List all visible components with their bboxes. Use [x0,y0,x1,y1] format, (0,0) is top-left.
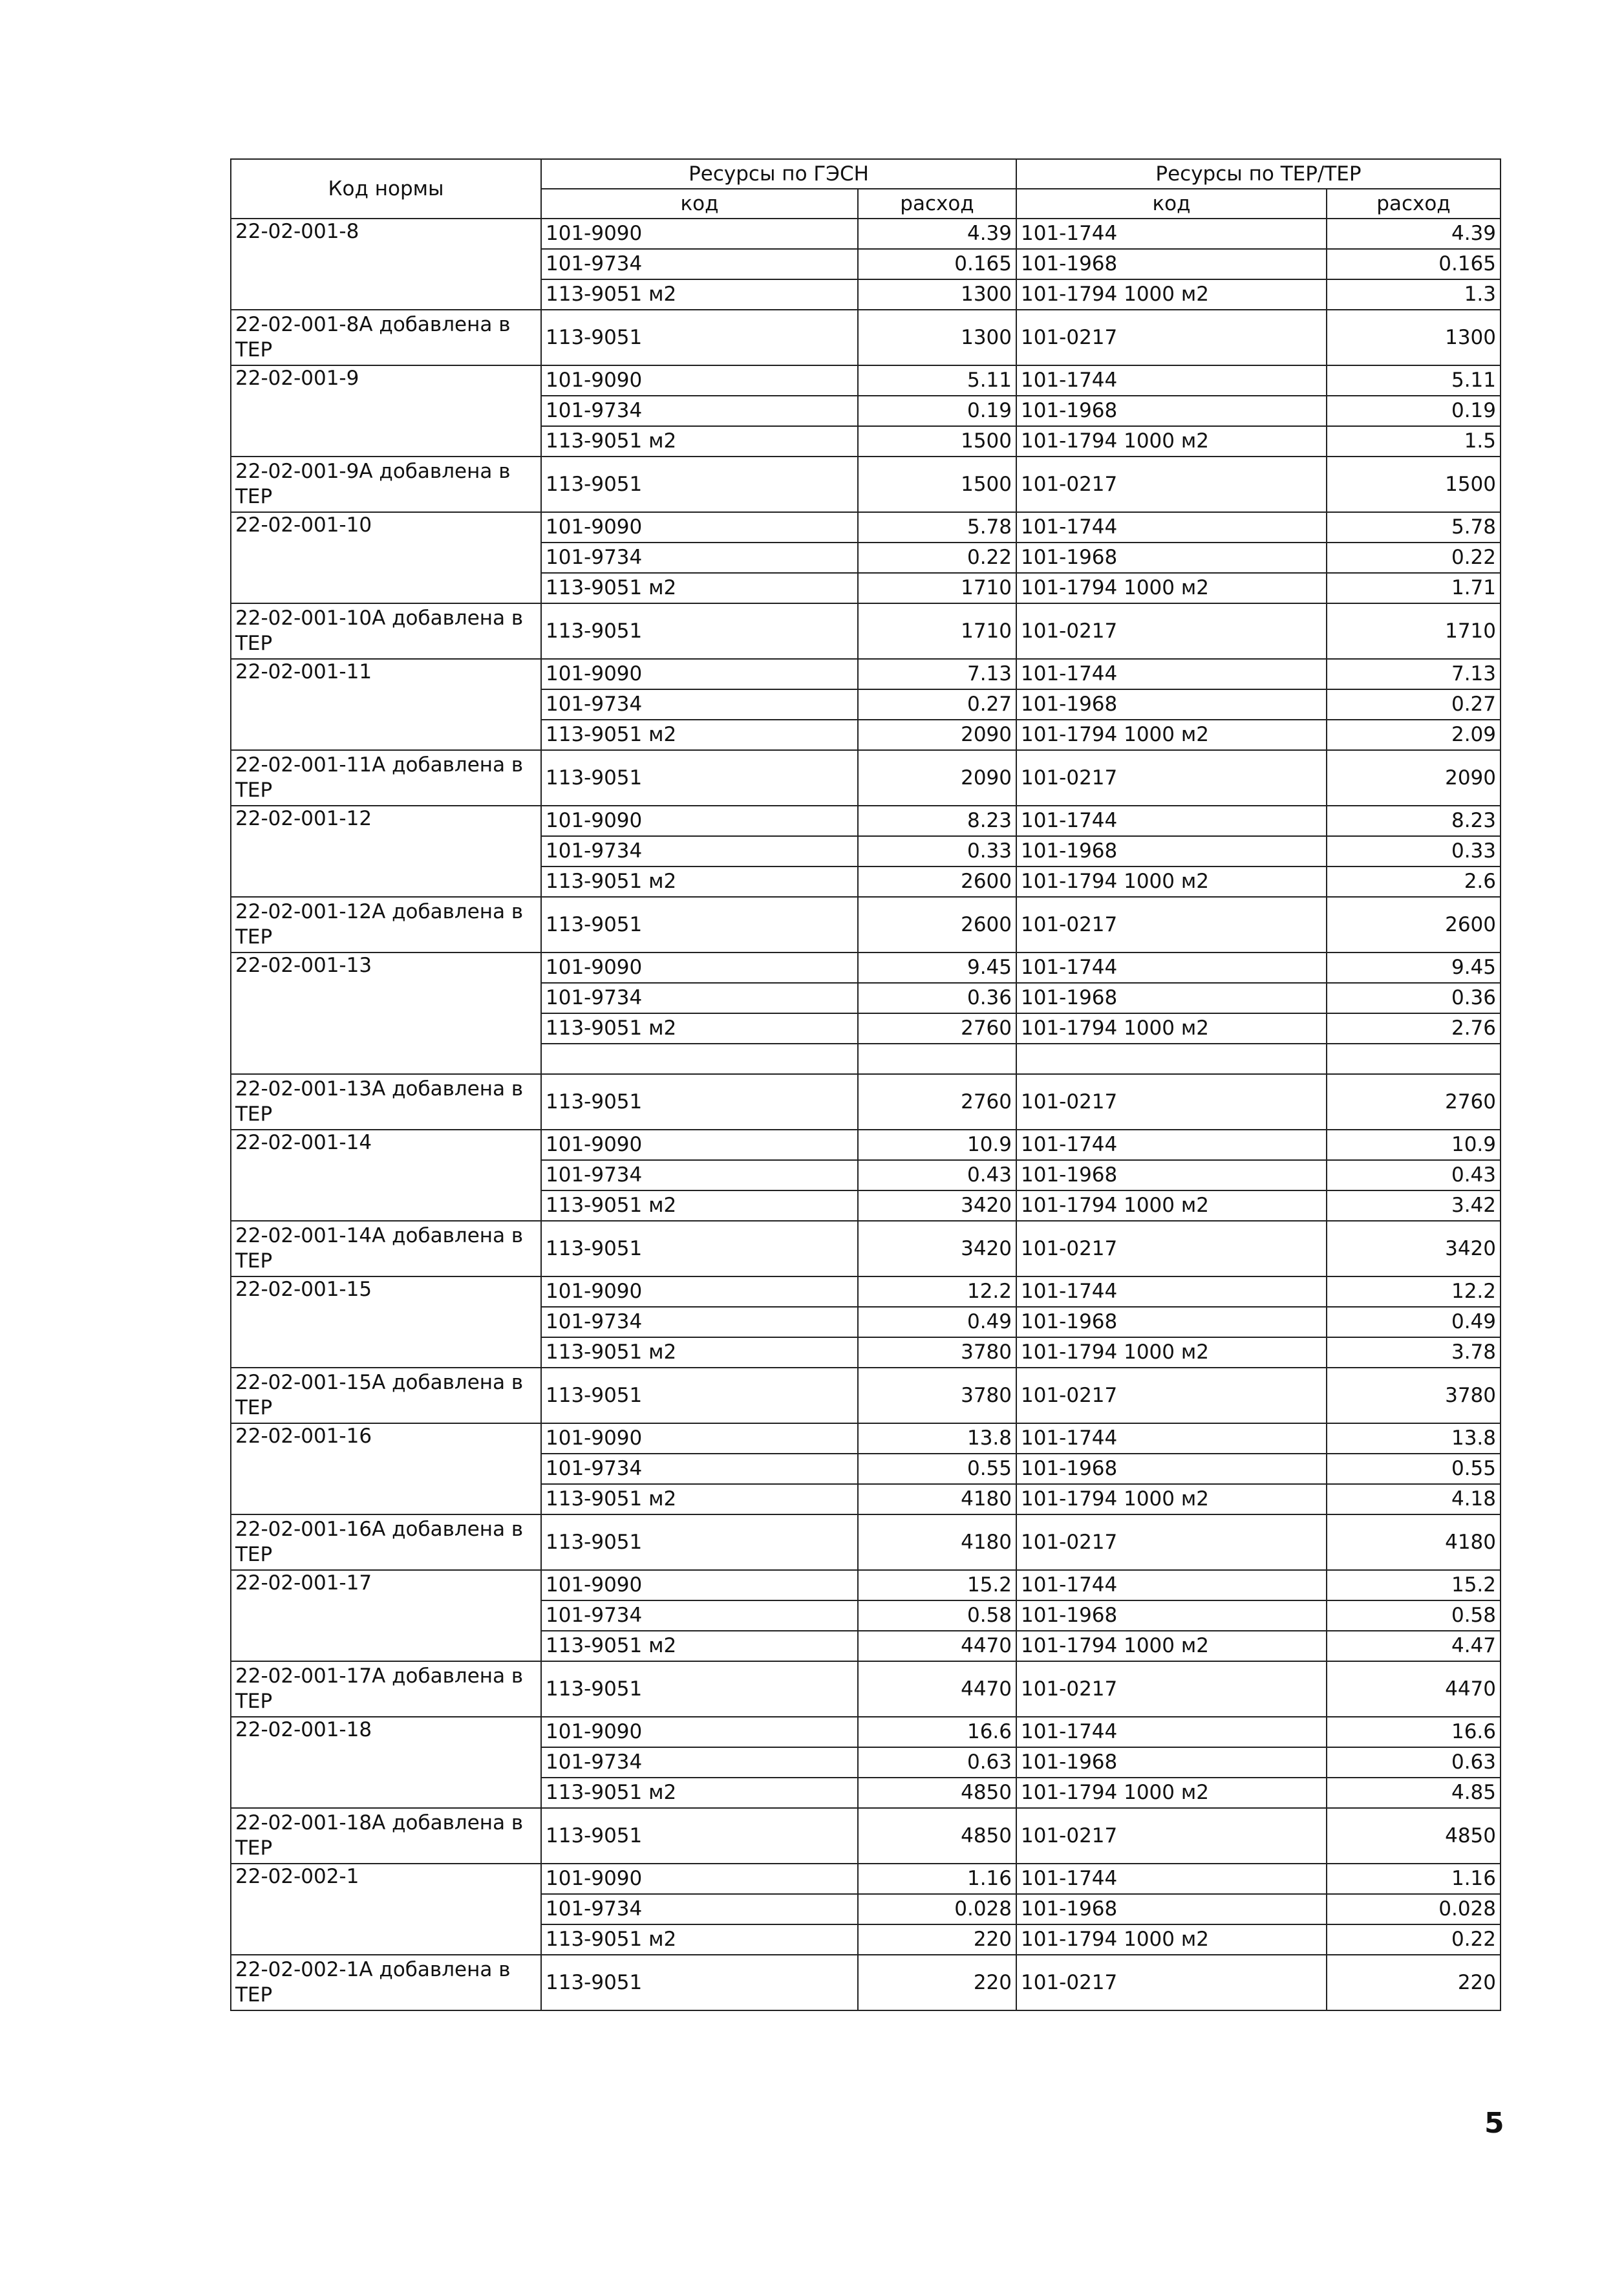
gesn-code-cell: 101-9090 [541,1276,858,1307]
ter-code-cell: 101-1744 [1016,1717,1327,1747]
gesn-consumption-cell: 0.33 [858,836,1016,867]
added-norm-code-cell: 22-02-001-11А добавлена в ТЕР [231,750,541,806]
ter-consumption-cell: 0.19 [1327,396,1501,426]
ter-code-cell: 101-1794 1000 м2 [1016,1924,1327,1955]
table-row-added [231,750,1501,806]
ter-code-cell: 101-0217 [1016,603,1327,659]
gesn-code-cell: 113-9051 [541,310,858,365]
gesn-consumption-cell: 3780 [858,1368,1016,1423]
gesn-consumption-cell: 4850 [858,1808,1016,1864]
ter-code-cell: 101-1794 1000 м2 [1016,1631,1327,1661]
ter-code-cell: 101-1794 1000 м2 [1016,1484,1327,1514]
empty-cell [541,1044,858,1074]
gesn-consumption-cell: 4470 [858,1661,1016,1717]
table-body [231,219,1501,2010]
gesn-consumption-cell: 0.58 [858,1600,1016,1631]
ter-consumption-cell: 0.43 [1327,1160,1501,1190]
table-row-added [231,1074,1501,1130]
table-row-added [231,1661,1501,1717]
gesn-code-cell: 113-9051 м2 [541,867,858,897]
ter-consumption-cell: 0.36 [1327,983,1501,1013]
gesn-consumption-cell: 9.45 [858,953,1016,983]
ter-code-cell: 101-1794 1000 м2 [1016,279,1327,310]
ter-code-cell: 101-1968 [1016,1894,1327,1924]
added-norm-code-cell: 22-02-001-9А добавлена в ТЕР [231,457,541,512]
norm-code-cell: 22-02-001-16 [231,1423,541,1514]
gesn-consumption-cell: 5.78 [858,512,1016,543]
ter-consumption-cell: 5.78 [1327,512,1501,543]
gesn-code-cell: 101-9734 [541,1600,858,1631]
gesn-consumption-cell: 13.8 [858,1423,1016,1454]
gesn-consumption-cell: 0.55 [858,1454,1016,1484]
ter-code-cell: 101-1744 [1016,953,1327,983]
gesn-code-cell: 113-9051 м2 [541,426,858,457]
ter-consumption-cell: 0.55 [1327,1454,1501,1484]
ter-code-cell: 101-1744 [1016,365,1327,396]
norm-code-cell: 22-02-001-14 [231,1130,541,1221]
ter-consumption-cell: 1300 [1327,310,1501,365]
ter-consumption-cell: 0.49 [1327,1307,1501,1337]
ter-consumption-cell: 0.028 [1327,1894,1501,1924]
ter-code-cell: 101-1794 1000 м2 [1016,720,1327,750]
table-row-added [231,1808,1501,1864]
gesn-code-cell: 101-9734 [541,396,858,426]
ter-code-cell: 101-1794 1000 м2 [1016,573,1327,603]
added-norm-code-cell: 22-02-001-13А добавлена в ТЕР [231,1074,541,1130]
gesn-code-cell: 113-9051 [541,1661,858,1717]
ter-consumption-cell: 0.22 [1327,1924,1501,1955]
gesn-consumption-cell: 2760 [858,1074,1016,1130]
table-row-added [231,1514,1501,1570]
empty-cell [858,1044,1016,1074]
ter-consumption-cell: 3.42 [1327,1190,1501,1221]
ter-code-cell: 101-1744 [1016,1276,1327,1307]
ter-code-cell: 101-0217 [1016,1514,1327,1570]
gesn-code-cell: 113-9051 [541,1808,858,1864]
ter-code-cell: 101-0217 [1016,750,1327,806]
gesn-code-cell: 113-9051 [541,897,858,953]
ter-code-cell: 101-1968 [1016,1160,1327,1190]
page-number: 5 [1484,2107,1504,2140]
ter-consumption-cell: 0.63 [1327,1747,1501,1778]
norm-code-cell: 22-02-001-10 [231,512,541,603]
gesn-consumption-cell: 16.6 [858,1717,1016,1747]
ter-code-cell: 101-0217 [1016,1661,1327,1717]
gesn-code-cell: 113-9051 м2 [541,279,858,310]
ter-consumption-cell: 0.27 [1327,689,1501,720]
gesn-consumption-cell: 3420 [858,1190,1016,1221]
gesn-consumption-cell: 1500 [858,457,1016,512]
ter-code-cell: 101-0217 [1016,1368,1327,1423]
gesn-consumption-cell: 1710 [858,573,1016,603]
gesn-code-cell: 113-9051 м2 [541,1013,858,1044]
gesn-code-cell: 101-9090 [541,1864,858,1894]
table-row-added [231,310,1501,365]
ter-consumption-cell: 220 [1327,1955,1501,2010]
ter-consumption-cell: 0.165 [1327,249,1501,279]
ter-code-cell: 101-1794 1000 м2 [1016,1337,1327,1368]
gesn-consumption-cell: 2090 [858,750,1016,806]
gesn-consumption-cell: 220 [858,1924,1016,1955]
ter-consumption-cell: 1.5 [1327,426,1501,457]
gesn-code-cell: 101-9090 [541,659,858,689]
table-row-added [231,897,1501,953]
added-norm-code-cell: 22-02-001-18А добавлена в ТЕР [231,1808,541,1864]
norm-code-header: Код нормы [231,159,541,219]
gesn-consumption-cell: 2090 [858,720,1016,750]
table-row [231,1276,1501,1307]
norm-code-cell: 22-02-001-17 [231,1570,541,1661]
gesn-consumption-cell: 12.2 [858,1276,1016,1307]
ter-code-cell: 101-1744 [1016,806,1327,836]
gesn-resources-header: Ресурсы по ГЭСН [541,159,1016,189]
ter-consumption-cell: 1500 [1327,457,1501,512]
ter-consumption-cell: 8.23 [1327,806,1501,836]
gesn-consumption-cell: 4850 [858,1778,1016,1808]
ter-code-cell: 101-1794 1000 м2 [1016,1190,1327,1221]
gesn-consumption-cell: 15.2 [858,1570,1016,1600]
ter-consumption-cell: 2.09 [1327,720,1501,750]
added-norm-code-cell: 22-02-001-14А добавлена в ТЕР [231,1221,541,1276]
ter-consumption-cell: 1.16 [1327,1864,1501,1894]
ter-consumption-cell: 4.18 [1327,1484,1501,1514]
ter-code-cell: 101-1968 [1016,396,1327,426]
gesn-code-cell: 101-9734 [541,1894,858,1924]
gesn-code-cell: 113-9051 м2 [541,1484,858,1514]
gesn-consumption-cell: 7.13 [858,659,1016,689]
norm-code-cell: 22-02-002-1 [231,1864,541,1955]
table-row [231,1717,1501,1747]
table-row-added [231,1368,1501,1423]
gesn-code-cell: 101-9734 [541,249,858,279]
ter-consumption-cell: 0.22 [1327,543,1501,573]
gesn-code-cell: 113-9051 м2 [541,1337,858,1368]
gesn-consumption-cell: 0.19 [858,396,1016,426]
gesn-code-cell: 101-9734 [541,689,858,720]
ter-consumption-cell: 5.11 [1327,365,1501,396]
added-norm-code-cell: 22-02-001-8А добавлена в ТЕР [231,310,541,365]
ter-code-cell: 101-1968 [1016,1600,1327,1631]
gesn-code-cell: 113-9051 [541,603,858,659]
empty-cell [1327,1044,1501,1074]
ter-code-cell: 101-0217 [1016,457,1327,512]
gesn-code-cell: 113-9051 [541,1955,858,2010]
gesn-code-cell: 101-9090 [541,1130,858,1160]
ter-consumption-cell: 2600 [1327,897,1501,953]
gesn-code-cell: 101-9734 [541,1747,858,1778]
empty-cell [1016,1044,1327,1074]
gesn-code-cell: 113-9051 [541,1368,858,1423]
table-row [231,659,1501,689]
ter-consumption-cell: 4.47 [1327,1631,1501,1661]
gesn-code-cell: 101-9090 [541,512,858,543]
ter-code-cell: 101-1968 [1016,1747,1327,1778]
gesn-code-cell: 101-9090 [541,1423,858,1454]
gesn-code-cell: 113-9051 м2 [541,1190,858,1221]
ter-consumption-cell: 4470 [1327,1661,1501,1717]
gesn-consumption-cell: 0.63 [858,1747,1016,1778]
ter-consumption-cell: 4.85 [1327,1778,1501,1808]
ter-resources-header: Ресурсы по ТЕР/ТЕР [1016,159,1501,189]
norm-code-cell: 22-02-001-8 [231,219,541,310]
ter-code-cell: 101-1968 [1016,543,1327,573]
gesn-consumption-cell: 2600 [858,867,1016,897]
gesn-consumption-cell: 4470 [858,1631,1016,1661]
gesn-consumption-cell: 3420 [858,1221,1016,1276]
ter-consumption-cell: 2090 [1327,750,1501,806]
ter-code-cell: 101-1968 [1016,1307,1327,1337]
gesn-code-cell: 101-9090 [541,219,858,249]
added-norm-code-cell: 22-02-001-10А добавлена в ТЕР [231,603,541,659]
ter-code-cell: 101-1968 [1016,689,1327,720]
table-row-added [231,457,1501,512]
gesn-consumption-cell: 1710 [858,603,1016,659]
norm-code-cell: 22-02-001-12 [231,806,541,897]
gesn-code-cell: 101-9734 [541,836,858,867]
added-norm-code-cell: 22-02-002-1А добавлена в ТЕР [231,1955,541,2010]
ter-consumption-cell: 16.6 [1327,1717,1501,1747]
ter-code-cell: 101-0217 [1016,310,1327,365]
table-row [231,1130,1501,1160]
gesn-consumption-cell: 4180 [858,1484,1016,1514]
table-header [231,159,1501,219]
norm-code-cell: 22-02-001-13 [231,953,541,1074]
added-norm-code-cell: 22-02-001-17А добавлена в ТЕР [231,1661,541,1717]
ter-code-cell: 101-1794 1000 м2 [1016,867,1327,897]
ter-code-cell: 101-1744 [1016,512,1327,543]
gesn-code-cell: 101-9090 [541,1570,858,1600]
table-row [231,806,1501,836]
norm-code-cell: 22-02-001-18 [231,1717,541,1808]
norm-code-cell: 22-02-001-11 [231,659,541,750]
gesn-consumption-cell: 1500 [858,426,1016,457]
gesn-code-cell: 113-9051 м2 [541,1778,858,1808]
gesn-consumption-cell: 2600 [858,897,1016,953]
ter-consumption-cell: 4180 [1327,1514,1501,1570]
gesn-consumption-cell: 2760 [858,1013,1016,1044]
gesn-code-cell: 101-9734 [541,1160,858,1190]
gesn-consumption-cell: 0.22 [858,543,1016,573]
ter-consumption-cell: 2.6 [1327,867,1501,897]
ter-code-cell: 101-1968 [1016,983,1327,1013]
resource-table-sheet [230,158,1500,2011]
gesn-code-cell: 113-9051 м2 [541,720,858,750]
gesn-code-cell: 113-9051 [541,1221,858,1276]
ter-consumption-cell: 1710 [1327,603,1501,659]
gesn-consumption-cell: 0.165 [858,249,1016,279]
ter-code-cell: 101-0217 [1016,1221,1327,1276]
gesn-consumption-cell: 1300 [858,279,1016,310]
ter-code-cell: 101-0217 [1016,1074,1327,1130]
gesn-code-cell: 101-9090 [541,365,858,396]
ter-consumption-header: расход [1327,189,1501,219]
gesn-consumption-cell: 0.36 [858,983,1016,1013]
gesn-consumption-cell: 0.43 [858,1160,1016,1190]
ter-consumption-cell: 0.58 [1327,1600,1501,1631]
table-row [231,1423,1501,1454]
added-norm-code-cell: 22-02-001-15А добавлена в ТЕР [231,1368,541,1423]
gesn-code-cell: 113-9051 [541,457,858,512]
ter-consumption-cell: 12.2 [1327,1276,1501,1307]
table-row [231,1570,1501,1600]
norm-code-cell: 22-02-001-9 [231,365,541,457]
gesn-consumption-cell: 4.39 [858,219,1016,249]
norm-code-cell: 22-02-001-15 [231,1276,541,1368]
gesn-consumption-header: расход [858,189,1016,219]
gesn-consumption-cell: 8.23 [858,806,1016,836]
ter-consumption-cell: 3780 [1327,1368,1501,1423]
ter-consumption-cell: 3420 [1327,1221,1501,1276]
gesn-code-cell: 113-9051 [541,1514,858,1570]
table-row [231,1864,1501,1894]
table-row [231,365,1501,396]
ter-consumption-cell: 1.71 [1327,573,1501,603]
ter-code-cell: 101-0217 [1016,1808,1327,1864]
ter-code-cell: 101-1968 [1016,249,1327,279]
ter-code-cell: 101-1744 [1016,219,1327,249]
ter-code-cell: 101-1794 1000 м2 [1016,426,1327,457]
ter-code-cell: 101-1794 1000 м2 [1016,1778,1327,1808]
ter-consumption-cell: 13.8 [1327,1423,1501,1454]
ter-consumption-cell: 0.33 [1327,836,1501,867]
gesn-consumption-cell: 1.16 [858,1864,1016,1894]
gesn-code-cell: 101-9734 [541,543,858,573]
gesn-consumption-cell: 0.27 [858,689,1016,720]
gesn-code-cell: 101-9734 [541,1307,858,1337]
gesn-code-cell: 113-9051 м2 [541,1924,858,1955]
ter-code-cell: 101-0217 [1016,897,1327,953]
gesn-consumption-cell: 0.028 [858,1894,1016,1924]
ter-consumption-cell: 2760 [1327,1074,1501,1130]
table-row-added [231,1221,1501,1276]
added-norm-code-cell: 22-02-001-16А добавлена в ТЕР [231,1514,541,1570]
gesn-consumption-cell: 1300 [858,310,1016,365]
gesn-code-cell: 101-9090 [541,1717,858,1747]
gesn-code-cell: 113-9051 м2 [541,1631,858,1661]
ter-code-cell: 101-1794 1000 м2 [1016,1013,1327,1044]
ter-consumption-cell: 10.9 [1327,1130,1501,1160]
gesn-consumption-cell: 0.49 [858,1307,1016,1337]
ter-consumption-cell: 3.78 [1327,1337,1501,1368]
ter-consumption-cell: 4850 [1327,1808,1501,1864]
gesn-code-cell: 101-9734 [541,1454,858,1484]
gesn-code-cell: 101-9090 [541,953,858,983]
resource-mapping-table [230,158,1501,2011]
ter-code-cell: 101-1744 [1016,1570,1327,1600]
gesn-consumption-cell: 4180 [858,1514,1016,1570]
ter-consumption-cell: 9.45 [1327,953,1501,983]
ter-code-header: код [1016,189,1327,219]
ter-consumption-cell: 15.2 [1327,1570,1501,1600]
ter-code-cell: 101-1744 [1016,659,1327,689]
added-norm-code-cell: 22-02-001-12А добавлена в ТЕР [231,897,541,953]
ter-consumption-cell: 4.39 [1327,219,1501,249]
gesn-consumption-cell: 5.11 [858,365,1016,396]
gesn-consumption-cell: 220 [858,1955,1016,2010]
ter-code-cell: 101-1744 [1016,1864,1327,1894]
gesn-code-cell: 113-9051 [541,750,858,806]
gesn-consumption-cell: 3780 [858,1337,1016,1368]
ter-code-cell: 101-1744 [1016,1130,1327,1160]
table-row-added [231,1955,1501,2010]
table-row [231,219,1501,249]
gesn-code-cell: 101-9734 [541,983,858,1013]
ter-consumption-cell: 7.13 [1327,659,1501,689]
gesn-code-header: код [541,189,858,219]
gesn-code-cell: 113-9051 м2 [541,573,858,603]
ter-code-cell: 101-1968 [1016,1454,1327,1484]
gesn-code-cell: 101-9090 [541,806,858,836]
table-row [231,953,1501,983]
ter-consumption-cell: 1.3 [1327,279,1501,310]
ter-code-cell: 101-1744 [1016,1423,1327,1454]
table-row-added [231,603,1501,659]
ter-code-cell: 101-1968 [1016,836,1327,867]
ter-code-cell: 101-0217 [1016,1955,1327,2010]
gesn-code-cell: 113-9051 [541,1074,858,1130]
table-row [231,512,1501,543]
ter-consumption-cell: 2.76 [1327,1013,1501,1044]
gesn-consumption-cell: 10.9 [858,1130,1016,1160]
